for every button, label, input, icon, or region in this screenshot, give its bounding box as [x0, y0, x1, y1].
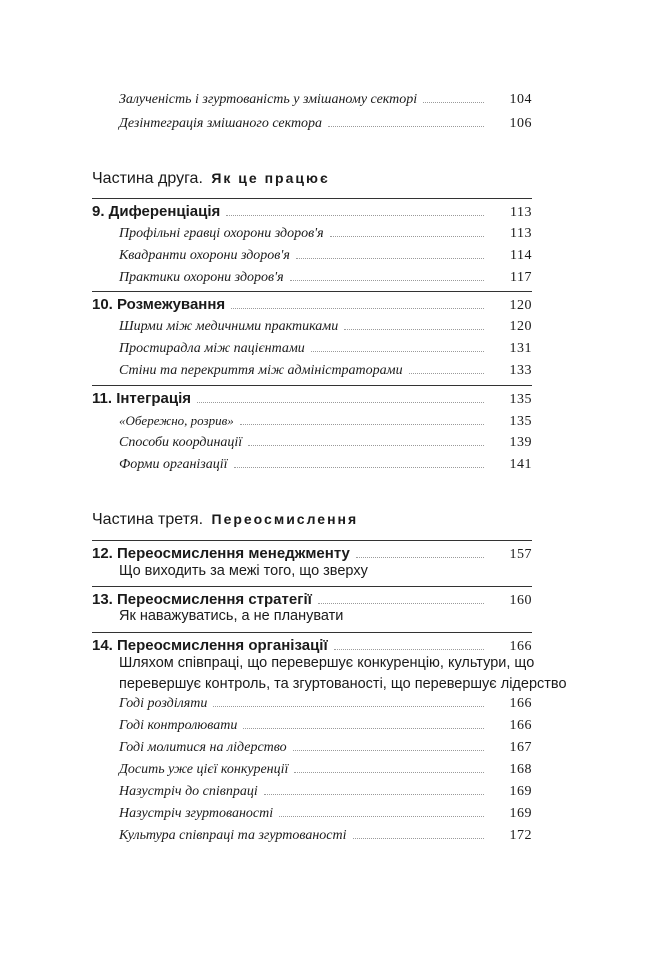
entry-page: 106	[509, 116, 532, 131]
entry-title: Стіни та перекриття між адміністраторами	[119, 363, 403, 378]
toc-entry[interactable]	[0, 413, 646, 430]
entry-title: Досить уже цієї конкуренції	[119, 762, 289, 777]
dot-leader	[213, 705, 484, 707]
toc-entry[interactable]	[0, 784, 646, 800]
entry-page: 139	[509, 435, 532, 450]
entry-title: Практики охорони здоров'я	[119, 270, 284, 285]
toc-entry[interactable]	[0, 363, 646, 379]
dot-leader	[311, 350, 484, 352]
entry-title: Годі контролювати	[119, 718, 238, 733]
dot-leader	[328, 125, 484, 127]
entry-page: 167	[509, 740, 532, 755]
dot-leader	[197, 401, 484, 403]
toc-entry[interactable]	[0, 116, 646, 132]
dot-leader	[231, 307, 484, 309]
chapter-page: 166	[509, 639, 532, 654]
divider	[92, 632, 532, 633]
entry-title: Дезінтеграція змішаного сектора	[119, 116, 323, 131]
entry-title: Форми організації	[119, 457, 228, 472]
toc-entry[interactable]	[0, 341, 646, 357]
entry-page: 113	[510, 226, 532, 241]
dot-leader	[423, 101, 484, 103]
chapter-title: 13. Переосмислення стратегії	[92, 591, 312, 608]
entry-page: 133	[509, 363, 532, 378]
entry-page: 141	[509, 457, 532, 472]
entry-title: Назустріч згуртованості	[119, 806, 274, 821]
entry-title: Профільні гравці охорони здоров'я	[119, 226, 324, 241]
chapter-page: 113	[510, 205, 532, 220]
entry-page: 120	[509, 319, 532, 334]
dot-leader	[234, 466, 484, 468]
dot-leader	[330, 235, 484, 237]
chapter-page: 135	[509, 392, 532, 407]
dot-leader	[264, 793, 484, 795]
entry-title: Культура співпраці та згуртованості	[119, 828, 347, 843]
dot-leader	[356, 556, 484, 558]
divider	[92, 385, 532, 386]
entry-title: Простирадла між пацієнтами	[119, 341, 305, 356]
entry-page: 172	[509, 828, 532, 843]
part-heading	[92, 170, 330, 188]
dot-leader	[296, 257, 484, 259]
entry-page: 168	[509, 762, 532, 777]
entry-title: «Обережно, розрив»	[119, 413, 234, 428]
chapter-page: 160	[509, 593, 532, 608]
entry-page: 166	[509, 718, 532, 733]
entry-title: Назустріч до співпраці	[119, 784, 258, 799]
chapter-description: перевершує контроль, та згуртованості, що перевершує лідерство	[119, 676, 567, 692]
toc-entry[interactable]	[0, 270, 646, 286]
dot-leader	[293, 749, 484, 751]
entry-page: 114	[510, 248, 532, 263]
entry-title: Квадранти охорони здоров'я	[119, 248, 290, 263]
chapter-title: 14. Переосмислення організації	[92, 637, 328, 654]
divider	[92, 198, 532, 199]
toc-entry[interactable]	[0, 319, 646, 335]
entry-page: 169	[509, 784, 532, 799]
dot-leader	[243, 727, 484, 729]
chapter-entry[interactable]	[0, 390, 646, 408]
divider	[92, 540, 532, 541]
chapter-page: 157	[509, 547, 532, 562]
part-name: Переосмислення	[211, 511, 359, 527]
chapter-entry[interactable]	[0, 203, 646, 221]
entry-page: 166	[509, 696, 532, 711]
chapter-title: 10. Розмежування	[92, 296, 226, 313]
dot-leader	[248, 444, 484, 446]
entry-page: 131	[509, 341, 532, 356]
toc-entry[interactable]	[0, 806, 646, 822]
entry-title: Способи координації	[119, 435, 243, 450]
chapter-title: 11. Інтеграція	[92, 390, 192, 407]
entry-page: 104	[509, 92, 532, 107]
dot-leader	[279, 815, 484, 817]
entry-title: Залученість і згуртованість у змішаному секторі	[119, 92, 418, 107]
toc-entry[interactable]	[0, 828, 646, 844]
dot-leader	[290, 279, 484, 281]
entry-page: 135	[509, 414, 532, 429]
chapter-description: Шляхом співпраці, що перевершує конкуренцію, культури, що	[119, 655, 535, 671]
chapter-page: 120	[509, 298, 532, 313]
dot-leader	[240, 423, 484, 425]
part-heading	[92, 511, 358, 529]
toc-entry[interactable]	[0, 92, 646, 108]
dot-leader	[294, 771, 484, 773]
divider	[92, 291, 532, 292]
entry-title: Ширми між медичними практиками	[119, 319, 339, 334]
chapter-entry[interactable]	[0, 296, 646, 314]
toc-entry[interactable]	[0, 435, 646, 451]
toc-entry[interactable]	[0, 248, 646, 264]
toc-entry[interactable]	[0, 718, 646, 734]
part-name: Як це працює	[211, 170, 330, 186]
dot-leader	[409, 372, 484, 374]
toc-entry[interactable]	[0, 696, 646, 712]
dot-leader	[334, 648, 484, 650]
toc-entry[interactable]	[0, 226, 646, 242]
part-label: Частина друга.	[92, 170, 203, 187]
entry-page: 169	[509, 806, 532, 821]
toc-entry[interactable]	[0, 457, 646, 473]
chapter-description: Як наважуватись, а не планувати	[119, 608, 344, 624]
dot-leader	[226, 214, 484, 216]
part-label: Частина третя.	[92, 511, 204, 528]
dot-leader	[318, 602, 484, 604]
entry-page: 117	[510, 270, 532, 285]
entry-title: Годі розділяти	[119, 696, 208, 711]
dot-leader	[344, 328, 484, 330]
entry-title: Годі молитися на лідерство	[119, 740, 287, 755]
dot-leader	[353, 837, 485, 839]
chapter-description: Що виходить за межі того, що зверху	[119, 563, 368, 579]
chapter-title: 12. Переосмислення менеджменту	[92, 545, 350, 562]
chapter-title: 9. Диференціація	[92, 203, 221, 220]
divider	[92, 586, 532, 587]
toc-entry[interactable]	[0, 762, 646, 778]
toc-entry[interactable]	[0, 740, 646, 756]
